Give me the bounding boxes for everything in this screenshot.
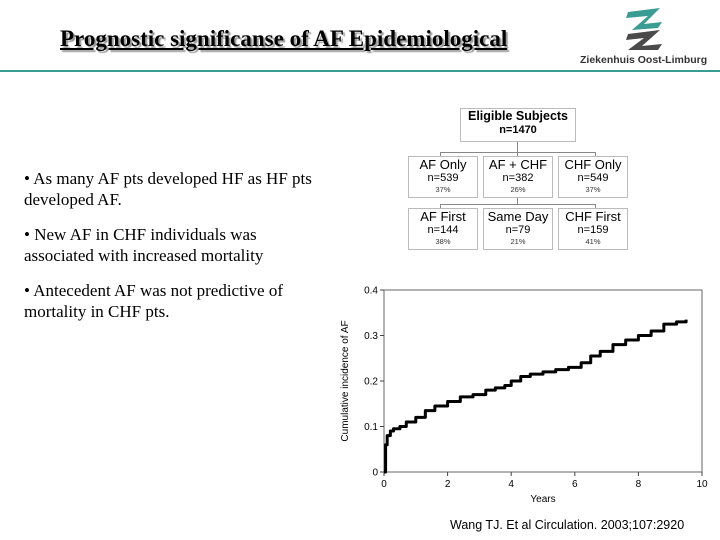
x-tick-label: 0: [381, 479, 387, 490]
box-percent: 41%: [585, 237, 601, 246]
af-incidence-chart: [336, 280, 720, 512]
box-percent: 37%: [435, 185, 451, 194]
box-count: n=79: [505, 224, 531, 236]
bullet-item: • Antecedent AF was not predictive of mortality in CHF pts.: [24, 281, 284, 321]
box-percent: 37%: [585, 185, 601, 194]
y-axis-label: Cumulative incidence of AF: [340, 320, 351, 442]
citation: Wang TJ. Et al Circulation. 2003;107:2920: [450, 518, 685, 532]
box-title: AF Only: [419, 157, 467, 172]
plot-frame: [384, 290, 702, 472]
box-count: n=382: [502, 172, 534, 184]
y-tick-label: 0.4: [364, 285, 378, 297]
x-axis-label: Years: [530, 494, 556, 505]
cumulative-incidence-line: [384, 320, 686, 472]
y-tick-label: 0.1: [364, 422, 378, 433]
x-tick-label: 6: [572, 479, 578, 490]
chf-first-box: [558, 208, 628, 250]
x-tick-label: 10: [696, 479, 708, 490]
box-count: n=549: [577, 172, 609, 184]
af-only-box: [408, 156, 478, 198]
box-title: Eligible Subjects: [467, 109, 569, 123]
x-tick-label: 8: [635, 479, 642, 490]
x-tick-label: 2: [444, 479, 451, 490]
box-percent: 38%: [435, 237, 451, 246]
box-count: n=539: [427, 172, 459, 184]
hospital-logo: [574, 6, 720, 68]
bullet-item: • New AF in CHF individuals was associated with increased mortality: [24, 225, 264, 265]
title-underline-rule: [0, 70, 720, 72]
zol-logo-icon: [622, 6, 666, 50]
y-tick-label: 0: [372, 467, 378, 479]
box-title: AF + CHF: [488, 157, 548, 172]
x-tick-label: 4: [508, 479, 514, 490]
chart-ticks: [364, 286, 708, 491]
slide-title: Prognostic significanse of AF Epidemiological: [60, 26, 508, 51]
bullet-list: [24, 168, 324, 336]
box-title: CHF Only: [564, 157, 622, 172]
logo-text: Ziekenhuis Oost-Limburg: [580, 54, 708, 66]
af-first-box: [408, 208, 478, 250]
box-percent: 21%: [510, 237, 526, 246]
chf-only-box: [558, 156, 628, 198]
study-flowchart: [406, 108, 630, 258]
box-count: n=159: [577, 224, 609, 236]
same-day-box: [483, 208, 553, 250]
box-percent: 26%: [510, 185, 526, 194]
box-title: AF First: [420, 209, 466, 224]
y-tick-label: 0.3: [364, 331, 378, 342]
box-title: CHF First: [565, 209, 621, 224]
af-chf-box: [483, 156, 553, 198]
bullet-item: • As many AF pts developed HF as HF pts developed AF.: [24, 169, 312, 209]
y-tick-label: 0.2: [364, 376, 378, 388]
box-title: Same Day: [487, 209, 549, 224]
box-count: n=1470: [499, 124, 537, 136]
chart-axes: [384, 290, 702, 472]
eligible-subjects-box: [460, 108, 576, 142]
box-count: n=144: [427, 224, 459, 236]
